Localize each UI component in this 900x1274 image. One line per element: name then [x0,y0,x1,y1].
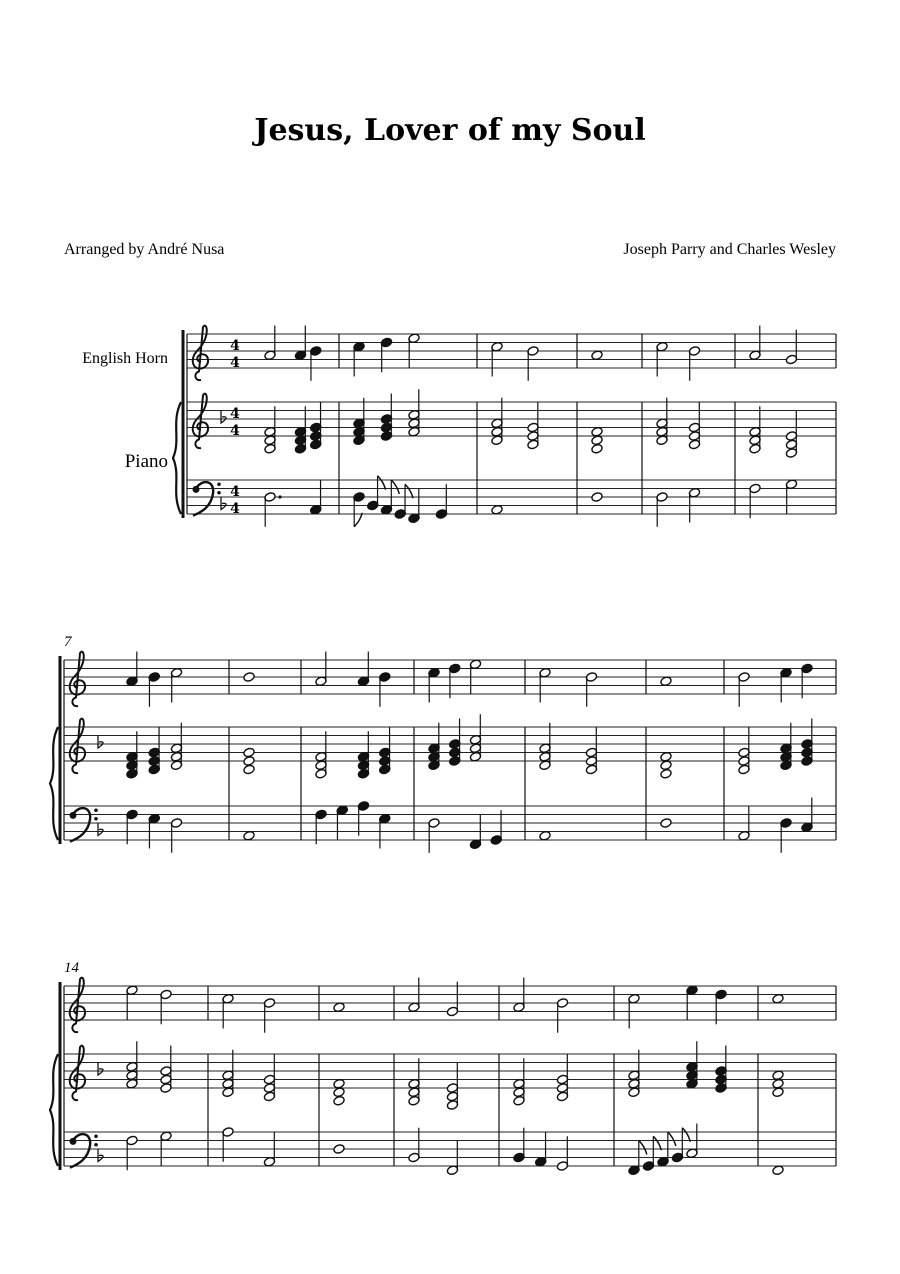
note-flag [653,1136,661,1150]
english-horn-note [126,985,138,1020]
measure-number-7: 7 [64,634,72,650]
piano-chord-note [660,760,672,771]
english-horn-note [428,667,440,702]
piano-chord-note [772,1087,784,1098]
time-signature-top: 4 [230,338,240,355]
english-horn-note [408,333,420,368]
piano-bass-note [513,1128,525,1163]
english-horn-label: English Horn [82,350,168,367]
notehead [243,830,255,841]
flat-key-signature [221,497,226,510]
piano-bass-note [785,479,797,514]
english-horn-note [449,663,461,698]
notehead [333,1144,345,1155]
dot [278,495,281,498]
notehead [591,492,603,503]
english-horn-note [628,993,640,1028]
english-horn-note [333,1002,345,1013]
piano-bass-note [353,492,365,527]
piano-bass-note [408,1128,420,1163]
english-horn-note [656,341,668,376]
piano-bass-note [556,1136,568,1171]
piano-bass-note [408,489,420,524]
english-horn-note [660,676,672,687]
english-horn-note [780,667,792,702]
english-horn-note [353,341,365,376]
piano-brace [50,727,58,840]
piano-bass-note [591,492,603,503]
english-horn-note [527,346,539,381]
english-horn-note [785,330,797,365]
time-signature-top: 4 [230,406,240,423]
bass-clef-dot [94,1143,98,1147]
staff-lh [187,480,836,517]
piano-bass-note [660,818,672,829]
piano-bass-note [780,818,792,853]
piano-chord-note [333,1078,345,1089]
english-horn-note [264,326,276,361]
piano-chord-note [660,751,672,762]
piano-bass-note [490,810,502,845]
piano-chord-note [660,768,672,779]
piano-bass-note [657,1132,676,1167]
english-horn-note [310,346,322,381]
piano-bass-note [688,487,700,522]
english-horn-note [556,998,568,1033]
piano-bass-note [656,492,668,527]
english-horn-note [294,326,306,361]
piano-bass-note [428,818,440,853]
flat-key-signature [98,1062,103,1075]
flat-key-signature [98,823,103,836]
english-horn-note [539,667,551,702]
piano-bass-note [539,830,551,841]
piano-chord-note [243,764,255,775]
bass-clef-dot [94,808,98,812]
piano-bass-note [491,504,503,515]
piano-bass-note [801,798,813,833]
system-3 [50,978,836,1176]
bass-clef-dot [70,812,77,819]
staff-horn [64,978,836,1032]
piano-bass-note [264,492,282,527]
english-horn-note [357,652,369,687]
piano-bass-note [686,1124,698,1159]
piano-bass-note [336,805,348,840]
english-horn-note [715,989,727,1024]
english-horn-note [222,993,234,1028]
flat-key-signature [98,735,103,748]
notehead [539,830,551,841]
piano-bass-note [148,813,160,848]
piano-chord-note [333,1095,345,1106]
piano-chord-note [772,1070,784,1081]
note-flag [354,513,362,527]
english-horn-note [469,659,481,694]
piano-bass-note [772,1165,784,1176]
english-horn-note [263,998,275,1033]
arranger-credit: Arranged by André Nusa [64,241,225,258]
piano-bass-note [435,484,447,519]
english-horn-note [126,652,138,687]
english-horn-note [688,346,700,381]
english-horn-note [686,985,698,1020]
piano-label: Piano [124,451,168,472]
score-title: Jesus, Lover of my Soul [254,113,646,148]
note-flag [378,476,386,490]
note-flag [391,480,399,494]
time-signature-top: 4 [230,484,240,501]
piano-bass-note [170,818,182,853]
notehead [491,504,503,515]
piano-bass-note [315,809,327,844]
notehead [660,676,672,687]
system-2 [50,652,836,853]
notehead [772,1165,784,1176]
english-horn-note [585,672,597,707]
piano-chord-note [772,1078,784,1089]
composer-credit: Joseph Parry and Charles Wesley [623,241,836,258]
staff-rh [187,394,836,448]
piano-bass-note [749,483,761,518]
english-horn-note [801,663,813,698]
time-signature-bottom: 4 [230,423,240,440]
english-horn-note [243,672,255,683]
notehead [333,1002,345,1013]
english-horn-note [513,978,525,1013]
bass-clef-dot [217,491,221,495]
english-horn-note [380,337,392,372]
english-horn-note [170,667,182,702]
notehead [243,672,255,683]
staff-lh [64,1132,836,1168]
bass-clef-dot [217,482,221,486]
notehead [772,993,784,1004]
piano-chord-note [243,747,255,758]
notehead [591,350,603,361]
english-horn-note [772,993,784,1004]
bass-clef-dot [193,486,200,493]
piano-chord-note [591,426,603,437]
piano-bass-note [469,815,481,850]
note-flag [405,484,413,498]
piano-chord-note [243,756,255,767]
bass-clef-dot [70,1138,77,1145]
english-horn-note [408,978,420,1013]
flat-key-signature [98,1149,103,1162]
note-flag [668,1132,676,1146]
piano-bass-note [243,830,255,841]
piano-bass-note [333,1144,345,1155]
system-1 [173,326,836,527]
piano-bass-note [357,801,369,836]
piano-bass-note [222,1127,234,1162]
english-horn-note [379,672,391,707]
english-horn-note [160,989,172,1024]
staff-horn [187,326,836,380]
english-horn-note [738,672,750,707]
piano-brace [173,402,181,514]
english-horn-note [446,982,458,1017]
english-horn-note [148,672,160,707]
piano-bass-note [738,806,750,841]
english-horn-note [315,652,327,687]
piano-chord-note [591,435,603,446]
notehead [660,818,672,829]
piano-bass-note [380,480,399,515]
piano-chord-note [333,1087,345,1098]
measure-number-14: 14 [64,960,79,976]
piano-bass-note [379,813,391,848]
english-horn-note [491,341,503,376]
note-flag [639,1141,647,1155]
bass-clef-dot [94,817,98,821]
bass-clef-dot [94,1134,98,1138]
piano-bass-note [446,1141,458,1176]
piano-bass-note [126,809,138,844]
piano-bass-note [310,480,322,515]
piano-bass-note [126,1135,138,1170]
time-signature-bottom: 4 [230,355,240,372]
piano-bass-note [160,1131,172,1166]
piano-chord-note [591,443,603,454]
piano-bass-note [263,1132,275,1167]
note-flag [682,1128,690,1142]
piano-bass-note [535,1132,547,1167]
english-horn-note [749,326,761,361]
time-signature-bottom: 4 [230,501,240,518]
piano-brace [50,1054,58,1166]
piano-bass-note [628,1141,647,1176]
english-horn-note [591,350,603,361]
flat-key-signature [221,410,226,423]
